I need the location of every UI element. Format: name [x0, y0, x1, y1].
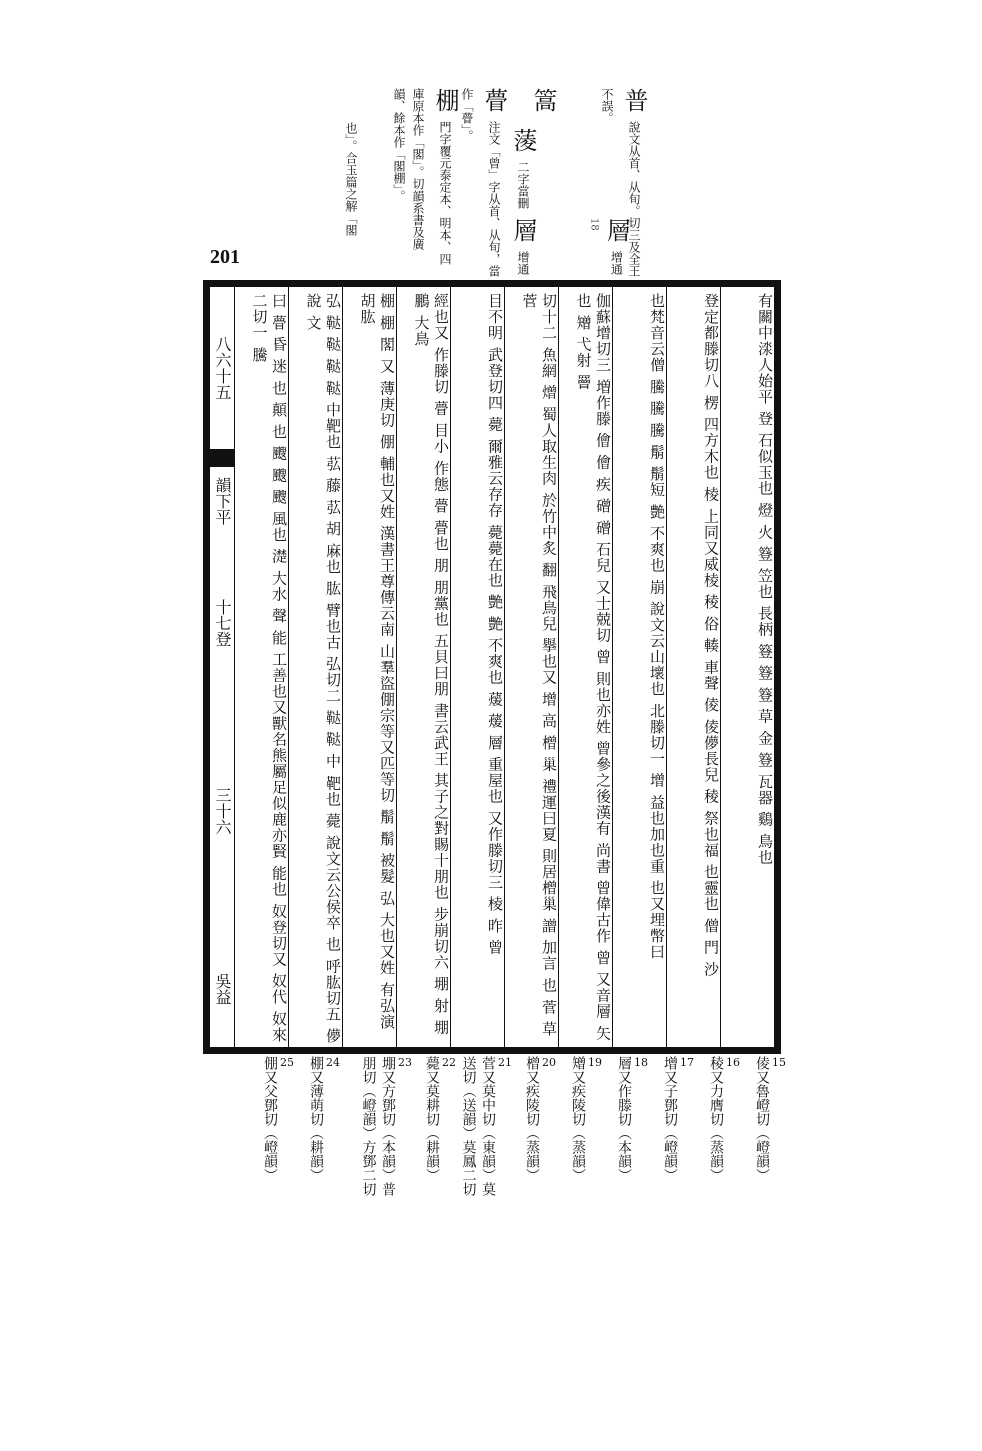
column-text: 目不明 武登切四 薨 爾雅云存存 薨薨在也 艶 艶 不爽也 蕿 蕿 層 重屋也 又作滕切三 棱 昨 曾 — [486, 293, 504, 956]
top-note-text: 門字覆元泰定本、明本、四庫原本作「閣」。切韻系書及廣韻、餘本作「閣棚」。 — [392, 88, 452, 266]
footnote-text: 又薄萌切（耕韻） — [308, 1070, 324, 1182]
text-body — [234, 287, 774, 1047]
footnote — [706, 1056, 740, 1182]
column-text: 棚 棚 閣 又 薄庚切 倗 輔也又姓 漢書王尊傳云南 山羣盜倗宗等又匹等切 鬅 鬅 被髮 弘 大也又姓 有弘演 胡肱 — [358, 293, 396, 1030]
footnote-number: 15 — [772, 1056, 786, 1069]
footnote-head: 增 — [662, 1056, 678, 1070]
column-text: 有關中渁人始平 登 石似玉也 燈 火 簦 笠也 長柄 簦 簦 簦 草 金 簦 瓦器 鷄 鳥也 — [756, 293, 774, 866]
text-column — [504, 287, 558, 1047]
footnote-head: 薨 — [424, 1056, 440, 1070]
footnote — [522, 1056, 556, 1182]
footnote-head: 層 — [616, 1056, 632, 1070]
footnote — [422, 1056, 456, 1182]
top-note-head: 瞢 — [480, 88, 508, 116]
column-text: 經也又 作滕切 瞢 目小 作態 瞢 瞢也 朋 朋黨也 五貝曰朋 書云武王 其子之對賜十朋也 步崩切六 堋 射 堋 鵬 大鳥 — [412, 293, 450, 1036]
footnotes — [250, 1056, 790, 1206]
footnote — [306, 1056, 340, 1182]
text-column — [720, 287, 774, 1047]
footnote-number: 22 — [442, 1056, 456, 1069]
footnote-text: 又疾陵切（蒸韻） — [570, 1070, 586, 1182]
footnote-text: 又父鄧切（嶝韻） — [262, 1070, 278, 1182]
text-column — [396, 287, 450, 1047]
page-number: 201 — [210, 246, 240, 268]
footnote-number: 24 — [326, 1056, 340, 1069]
footnote-text: 又作滕切（本韻） — [616, 1070, 632, 1182]
footnote-number: 17 — [680, 1056, 694, 1069]
top-note-text: 增通 — [516, 251, 530, 276]
margin-column — [210, 287, 234, 1047]
top-note-head: 蔆 — [509, 128, 537, 156]
footnote — [460, 1056, 512, 1206]
column-text: 伽蘇增切三 増作滕 儈 儈 疾 磳 磳 石兒 又士兢切 曾 則也亦姓 曾參之後漢有 尚書 曾偉古作 曾 又音層 矢也 矰 弋射 罾 — [574, 293, 612, 1042]
text-column — [342, 287, 396, 1047]
footnote-head: 倰 — [754, 1056, 770, 1070]
top-annotations — [330, 88, 648, 278]
footnote-text: 又魯嶝切（嶝韻） — [754, 1070, 770, 1182]
top-note-text: 二字當刪 — [516, 161, 530, 210]
top-note-text: 也」。合玉篇之解「閣 — [344, 122, 358, 236]
footnote-number: 18 — [634, 1056, 648, 1069]
footnote-number: 16 — [726, 1056, 740, 1069]
footnote-number: 19 — [588, 1056, 602, 1069]
margin-title: 韻下平 — [213, 477, 232, 525]
top-note-head: 棚 — [431, 88, 459, 116]
margin-page: 三十六 — [213, 787, 232, 835]
margin-seal: 吳益 — [213, 973, 232, 1005]
footnote-head: 矰 — [570, 1056, 586, 1070]
top-note-head: 層 — [602, 218, 631, 246]
footnote-text: 又莫中切（東韻）莫送切（送韻）莫鳳二切 — [460, 1056, 496, 1196]
column-text: 登定都滕切八 楞 四方木也 棱 上同又威棱 稜 俗 輳 車聲 倰 倰儚長兒 稜 祭也福 也靈也 僧 門 沙 — [702, 293, 720, 978]
top-note — [526, 88, 561, 116]
top-note-head: 篙 — [529, 88, 557, 116]
footnote — [614, 1056, 648, 1182]
footnote-head: 菅 — [480, 1056, 496, 1070]
margin-section: 十七登 — [213, 599, 232, 647]
footnote-number: 23 — [398, 1056, 412, 1069]
footnote — [660, 1056, 694, 1182]
margin-top-label: 八六十五 — [210, 287, 234, 450]
text-column — [450, 287, 504, 1047]
footnote-number: 21 — [498, 1056, 512, 1069]
column-text: 弘 鞑 鞑 鞑 鞑 中靶也 苰 藤 苰 胡 麻也 肱 臂也古 弘切二 鞑 鞑 中 靶也 薨 說文云公侯卒 也 呼肱切五 儚 說 文 — [304, 293, 342, 1044]
column-text: 也梵音云僧 騰 騰 騰 鬅 鬅短 艶 不爽也 崩 說文云山壞也 北滕切一 增 益也加也重 也又埋幣曰 — [648, 293, 666, 960]
top-note-text: 說文从首、从旬。切三及全王不誤。 — [600, 88, 641, 278]
footnote-head: 棚 — [308, 1056, 324, 1070]
top-note-head: 普 — [620, 88, 648, 116]
footnote-text: 又方鄧切（本韻）普朋切（嶝韻）方鄧二切 — [360, 1056, 396, 1196]
footnote-text: 又子鄧切（嶝韻） — [662, 1070, 678, 1182]
top-note-text: 增通 — [609, 251, 624, 276]
footnote — [568, 1056, 602, 1182]
top-note-head: 層 — [509, 218, 537, 246]
note-mark: 18 — [588, 218, 600, 231]
footnote-head: 橧 — [524, 1056, 540, 1070]
footnote-head: 稜 — [708, 1056, 724, 1070]
text-column — [558, 287, 612, 1047]
footnote-head: 堋 — [380, 1056, 396, 1070]
top-note-text: 注文「曾」字从首、从旬，當作「瞢」。 — [460, 88, 501, 278]
top-note — [458, 88, 512, 278]
column-text: 曰 瞢 昏 迷 也 顛 也 颼 颼 颼 風也 濋 大水 聲 能 工善也又獸名熊屬足似鹿亦賢 能也 奴登切又 奴代 奴來二切一 騰 — [250, 293, 288, 1043]
fish-tail-mark — [210, 449, 234, 467]
top-note — [578, 218, 634, 278]
text-column — [612, 287, 666, 1047]
top-note — [390, 88, 463, 268]
text-frame — [203, 280, 781, 1054]
footnote — [260, 1056, 294, 1182]
footnote-number: 20 — [542, 1056, 556, 1069]
footnote-text: 又疾陵切（蒸韻） — [524, 1070, 540, 1182]
top-note — [342, 122, 361, 272]
text-column — [288, 287, 342, 1047]
footnote-number: 25 — [280, 1056, 294, 1069]
text-column — [235, 287, 288, 1047]
footnote-head: 倗 — [262, 1056, 278, 1070]
text-column — [666, 287, 720, 1047]
column-text: 切十二 魚網 熷 蜀人取生肉 於竹中炙 翻 飛鳥兒 擧也又 增 高 橧 巢 禮運曰夏 則居橧巢 譄 加言 也 菅 草 菅 — [520, 293, 558, 1037]
footnote-text: 又力膺切（蒸韻） — [708, 1070, 724, 1182]
footnote — [360, 1056, 412, 1206]
footnote — [752, 1056, 786, 1182]
footnote-text: 又莫耕切（耕韻） — [424, 1070, 440, 1182]
